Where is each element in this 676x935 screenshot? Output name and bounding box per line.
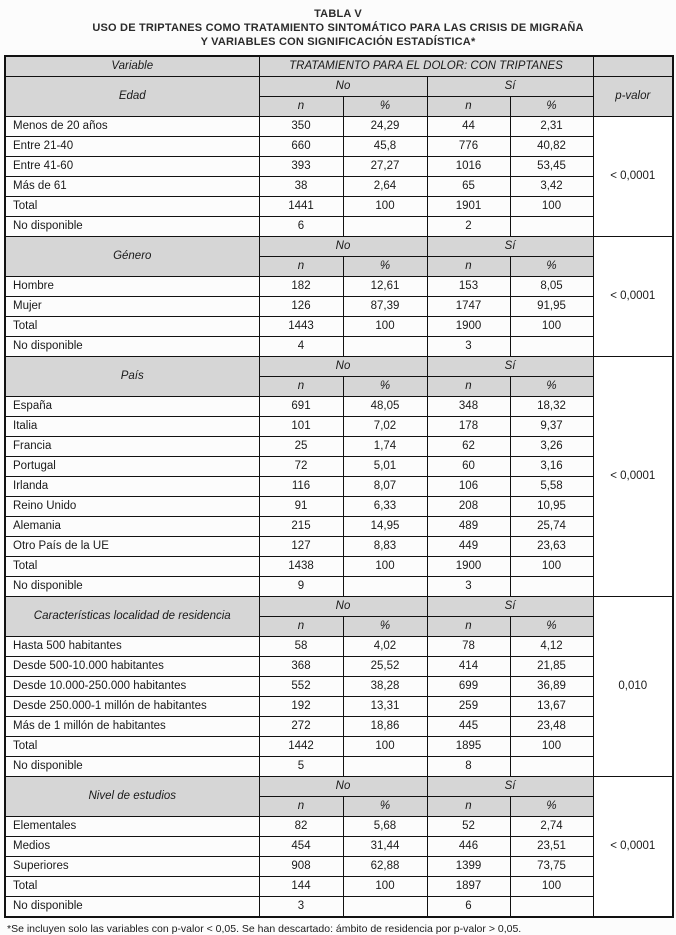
row-label: Desde 500-10.000 habitantes (5, 657, 259, 677)
si-n-value: 776 (427, 137, 510, 157)
si-pct-value: 73,75 (510, 857, 593, 877)
si-pct-value: 5,58 (510, 477, 593, 497)
p-value: < 0,0001 (593, 117, 673, 237)
row-label: Francia (5, 437, 259, 457)
no-pct-value: 100 (343, 197, 427, 217)
n-header: n (259, 797, 343, 817)
header-spacer-cell (593, 56, 673, 77)
row-label: Elementales (5, 817, 259, 837)
no-column-header: No (259, 237, 427, 257)
table-row (5, 297, 673, 317)
row-label: Total (5, 197, 259, 217)
row-label: No disponible (5, 897, 259, 918)
table-caption-line2: Y VARIABLES CON SIGNIFICACIÓN ESTADÍSTICA* (200, 36, 476, 48)
si-n-value: 449 (427, 537, 510, 557)
section-header-row (5, 357, 673, 377)
no-n-value: 25 (259, 437, 343, 457)
si-column-header: Sí (427, 597, 593, 617)
no-n-value: 908 (259, 857, 343, 877)
pct-header: % (343, 257, 427, 277)
no-n-value: 393 (259, 157, 343, 177)
no-n-value: 6 (259, 217, 343, 237)
table-row (5, 637, 673, 657)
no-pct-value: 2,64 (343, 177, 427, 197)
si-column-header: Sí (427, 777, 593, 797)
table-row (5, 477, 673, 497)
si-n-value: 2 (427, 217, 510, 237)
si-pct-value (510, 757, 593, 777)
no-column-header: No (259, 77, 427, 97)
pct-header: % (510, 257, 593, 277)
no-pct-value (343, 337, 427, 357)
si-n-value: 445 (427, 717, 510, 737)
p-value: 0,010 (593, 597, 673, 777)
table-row (5, 677, 673, 697)
no-pct-value: 48,05 (343, 397, 427, 417)
no-n-value: 454 (259, 837, 343, 857)
si-n-value: 699 (427, 677, 510, 697)
table-row (5, 737, 673, 757)
table-row (5, 697, 673, 717)
section-header-row (5, 777, 673, 797)
no-column-header: No (259, 777, 427, 797)
si-pct-value: 2,31 (510, 117, 593, 137)
si-n-value: 1399 (427, 857, 510, 877)
pct-header: % (343, 797, 427, 817)
pct-header: % (343, 617, 427, 637)
no-n-value: 5 (259, 757, 343, 777)
n-header: n (427, 617, 510, 637)
n-header: n (427, 97, 510, 117)
si-pct-value: 25,74 (510, 517, 593, 537)
table-row (5, 577, 673, 597)
table-row (5, 837, 673, 857)
si-pct-value: 18,32 (510, 397, 593, 417)
row-label: Otro País de la UE (5, 537, 259, 557)
table-row (5, 517, 673, 537)
no-pct-value: 14,95 (343, 517, 427, 537)
si-pct-value: 100 (510, 317, 593, 337)
pct-header: % (510, 797, 593, 817)
no-pct-value: 31,44 (343, 837, 427, 857)
si-pct-value: 9,37 (510, 417, 593, 437)
si-pct-value (510, 337, 593, 357)
si-pct-value (510, 217, 593, 237)
table-row (5, 877, 673, 897)
si-n-value: 1897 (427, 877, 510, 897)
table-row (5, 277, 673, 297)
si-column-header: Sí (427, 77, 593, 97)
si-n-value: 1895 (427, 737, 510, 757)
no-pct-value: 100 (343, 557, 427, 577)
si-n-value: 106 (427, 477, 510, 497)
si-pct-value: 3,26 (510, 437, 593, 457)
si-pct-value: 100 (510, 737, 593, 757)
no-n-value: 91 (259, 497, 343, 517)
no-pct-value (343, 217, 427, 237)
si-n-value: 78 (427, 637, 510, 657)
si-pct-value: 23,48 (510, 717, 593, 737)
p-value: < 0,0001 (593, 357, 673, 597)
row-label: No disponible (5, 337, 259, 357)
no-n-value: 58 (259, 637, 343, 657)
no-pct-value: 27,27 (343, 157, 427, 177)
no-pct-value: 100 (343, 737, 427, 757)
si-n-value: 1901 (427, 197, 510, 217)
si-column-header: Sí (427, 237, 593, 257)
pct-header: % (510, 97, 593, 117)
no-pct-value (343, 577, 427, 597)
top-header-row (5, 56, 673, 77)
row-label: Entre 21-40 (5, 137, 259, 157)
no-pct-value: 8,07 (343, 477, 427, 497)
no-n-value: 126 (259, 297, 343, 317)
si-pct-value: 10,95 (510, 497, 593, 517)
table-caption-line1: USO DE TRIPTANES COMO TRATAMIENTO SINTOMÁTICO PARA LAS CRISIS DE MIGRAÑA (92, 22, 584, 34)
si-pct-value: 36,89 (510, 677, 593, 697)
row-label: Desde 10.000-250.000 habitantes (5, 677, 259, 697)
no-pct-value: 4,02 (343, 637, 427, 657)
statistics-table (4, 55, 674, 918)
row-label: Irlanda (5, 477, 259, 497)
si-pct-value: 21,85 (510, 657, 593, 677)
no-n-value: 9 (259, 577, 343, 597)
no-n-value: 660 (259, 137, 343, 157)
no-pct-value: 5,01 (343, 457, 427, 477)
section-header-row (5, 77, 673, 97)
table-row (5, 497, 673, 517)
si-pct-value: 40,82 (510, 137, 593, 157)
row-label: Italia (5, 417, 259, 437)
si-pct-value: 53,45 (510, 157, 593, 177)
no-n-value: 101 (259, 417, 343, 437)
section-header-row (5, 237, 673, 257)
row-label: Total (5, 737, 259, 757)
row-label: Reino Unido (5, 497, 259, 517)
variable-column-header: Variable (5, 56, 259, 77)
no-pct-value: 62,88 (343, 857, 427, 877)
no-n-value: 1438 (259, 557, 343, 577)
no-pct-value: 24,29 (343, 117, 427, 137)
si-pct-value: 100 (510, 877, 593, 897)
no-n-value: 127 (259, 537, 343, 557)
p-value: < 0,0001 (593, 237, 673, 357)
no-n-value: 144 (259, 877, 343, 897)
si-n-value: 1747 (427, 297, 510, 317)
no-n-value: 350 (259, 117, 343, 137)
no-n-value: 116 (259, 477, 343, 497)
pct-header: % (510, 377, 593, 397)
si-pct-value: 3,16 (510, 457, 593, 477)
table-header (5, 56, 673, 77)
no-pct-value: 100 (343, 317, 427, 337)
no-pct-value: 87,39 (343, 297, 427, 317)
table-row (5, 657, 673, 677)
no-pct-value: 6,33 (343, 497, 427, 517)
table-row (5, 137, 673, 157)
n-header: n (427, 797, 510, 817)
row-label: Superiores (5, 857, 259, 877)
table-row (5, 457, 673, 477)
p-value: < 0,0001 (593, 777, 673, 918)
si-n-value: 60 (427, 457, 510, 477)
section-name: Características localidad de residencia (5, 597, 259, 637)
si-n-value: 1900 (427, 317, 510, 337)
no-n-value: 368 (259, 657, 343, 677)
row-label: España (5, 397, 259, 417)
n-header: n (259, 617, 343, 637)
no-pct-value: 8,83 (343, 537, 427, 557)
pct-header: % (343, 377, 427, 397)
si-n-value: 62 (427, 437, 510, 457)
table-row (5, 897, 673, 918)
row-label: Hombre (5, 277, 259, 297)
si-n-value: 489 (427, 517, 510, 537)
table-row (5, 177, 673, 197)
row-label: Hasta 500 habitantes (5, 637, 259, 657)
si-pct-value (510, 577, 593, 597)
section-name: Edad (5, 77, 259, 117)
si-n-value: 208 (427, 497, 510, 517)
no-n-value: 82 (259, 817, 343, 837)
row-label: Desde 250.000-1 millón de habitantes (5, 697, 259, 717)
si-n-value: 348 (427, 397, 510, 417)
n-header: n (259, 377, 343, 397)
no-n-value: 182 (259, 277, 343, 297)
n-header: n (259, 97, 343, 117)
no-pct-value: 7,02 (343, 417, 427, 437)
si-n-value: 3 (427, 337, 510, 357)
si-pct-value: 100 (510, 557, 593, 577)
si-n-value: 1016 (427, 157, 510, 177)
row-label: No disponible (5, 577, 259, 597)
si-n-value: 414 (427, 657, 510, 677)
no-n-value: 1443 (259, 317, 343, 337)
row-label: No disponible (5, 757, 259, 777)
table-row (5, 157, 673, 177)
section-name: Nivel de estudios (5, 777, 259, 817)
no-pct-value: 100 (343, 877, 427, 897)
section-name: País (5, 357, 259, 397)
row-label: Total (5, 317, 259, 337)
no-n-value: 38 (259, 177, 343, 197)
si-n-value: 259 (427, 697, 510, 717)
n-header: n (259, 257, 343, 277)
table-row (5, 397, 673, 417)
no-column-header: No (259, 597, 427, 617)
si-n-value: 44 (427, 117, 510, 137)
table-row (5, 197, 673, 217)
table-row (5, 317, 673, 337)
si-n-value: 52 (427, 817, 510, 837)
no-n-value: 552 (259, 677, 343, 697)
pct-header: % (510, 617, 593, 637)
si-pct-value: 4,12 (510, 637, 593, 657)
si-pct-value: 2,74 (510, 817, 593, 837)
si-pct-value: 13,67 (510, 697, 593, 717)
table-row (5, 817, 673, 837)
table-row (5, 857, 673, 877)
no-pct-value: 5,68 (343, 817, 427, 837)
si-pct-value: 23,51 (510, 837, 593, 857)
si-column-header: Sí (427, 357, 593, 377)
row-label: Más de 61 (5, 177, 259, 197)
footnote: *Se incluyen solo las variables con p-valor < 0,05. Se han descartado: ámbito de residencia por p-valor > 0,05. (7, 923, 522, 935)
no-pct-value: 38,28 (343, 677, 427, 697)
table-number: TABLA V (314, 8, 362, 20)
no-pct-value: 1,74 (343, 437, 427, 457)
table-row (5, 757, 673, 777)
no-pct-value (343, 897, 427, 918)
table-row (5, 417, 673, 437)
no-n-value: 215 (259, 517, 343, 537)
no-pct-value: 12,61 (343, 277, 427, 297)
row-label: Entre 41-60 (5, 157, 259, 177)
section-name: Género (5, 237, 259, 277)
no-pct-value: 25,52 (343, 657, 427, 677)
si-pct-value: 100 (510, 197, 593, 217)
row-label: Alemania (5, 517, 259, 537)
si-pct-value: 3,42 (510, 177, 593, 197)
row-label: Total (5, 877, 259, 897)
row-label: Medios (5, 837, 259, 857)
table-row (5, 557, 673, 577)
n-header: n (427, 257, 510, 277)
table-row (5, 217, 673, 237)
table-row (5, 337, 673, 357)
p-valor-column-header: p-valor (593, 77, 673, 117)
si-n-value: 6 (427, 897, 510, 918)
no-pct-value: 13,31 (343, 697, 427, 717)
no-column-header: No (259, 357, 427, 377)
no-n-value: 691 (259, 397, 343, 417)
n-header: n (427, 377, 510, 397)
si-n-value: 65 (427, 177, 510, 197)
no-pct-value (343, 757, 427, 777)
row-label: Portugal (5, 457, 259, 477)
no-n-value: 1441 (259, 197, 343, 217)
si-n-value: 153 (427, 277, 510, 297)
table-row (5, 717, 673, 737)
no-n-value: 4 (259, 337, 343, 357)
si-n-value: 178 (427, 417, 510, 437)
table-title-block (4, 7, 672, 49)
si-n-value: 3 (427, 577, 510, 597)
no-n-value: 272 (259, 717, 343, 737)
no-n-value: 3 (259, 897, 343, 918)
section-header-row (5, 597, 673, 617)
table-body (5, 77, 673, 918)
si-n-value: 8 (427, 757, 510, 777)
no-n-value: 192 (259, 697, 343, 717)
row-label: Menos de 20 años (5, 117, 259, 137)
si-pct-value: 91,95 (510, 297, 593, 317)
no-n-value: 1442 (259, 737, 343, 757)
table-row (5, 537, 673, 557)
si-pct-value: 8,05 (510, 277, 593, 297)
table-row (5, 437, 673, 457)
si-n-value: 1900 (427, 557, 510, 577)
si-n-value: 446 (427, 837, 510, 857)
no-pct-value: 18,86 (343, 717, 427, 737)
row-label: No disponible (5, 217, 259, 237)
si-pct-value (510, 897, 593, 918)
table-row (5, 117, 673, 137)
row-label: Más de 1 millón de habitantes (5, 717, 259, 737)
treatment-column-header: TRATAMIENTO PARA EL DOLOR: CON TRIPTANES (259, 56, 593, 77)
pct-header: % (343, 97, 427, 117)
row-label: Mujer (5, 297, 259, 317)
no-pct-value: 45,8 (343, 137, 427, 157)
no-n-value: 72 (259, 457, 343, 477)
row-label: Total (5, 557, 259, 577)
si-pct-value: 23,63 (510, 537, 593, 557)
